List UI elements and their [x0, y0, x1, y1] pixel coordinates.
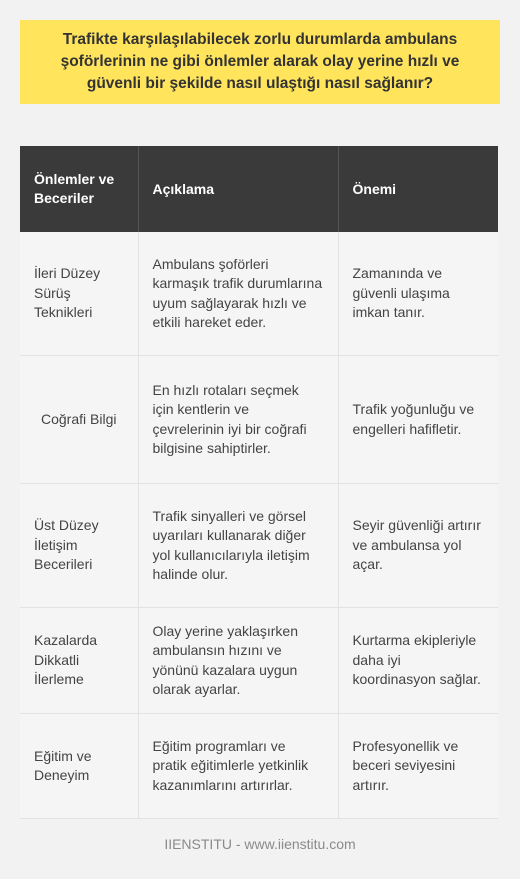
cell-description: Trafik sinyalleri ve görsel uyarıları kullanarak diğer yol kullanıcılarıyla iletişim halinde olur.: [138, 484, 338, 608]
cell-measure: Coğrafi Bilgi: [20, 356, 138, 484]
cell-measure: Eğitim ve Deneyim: [20, 714, 138, 819]
table-row: [20, 232, 498, 356]
cell-description: Eğitim programları ve pratik eğitimlerle yetkinlik kazanımlarını artırırlar.: [138, 714, 338, 819]
table-header-row: [20, 146, 498, 232]
header-importance: Önemi: [338, 146, 498, 232]
table-row: [20, 484, 498, 608]
cell-measure: Üst Düzey İletişim Becerileri: [20, 484, 138, 608]
cell-importance: Kurtarma ekipleriyle daha iyi koordinasyon sağlar.: [338, 608, 498, 714]
cell-measure: İleri Düzey Sürüş Teknikleri: [20, 232, 138, 356]
title-banner: [20, 20, 500, 104]
header-measures: Önlemler ve Beceriler: [20, 146, 138, 232]
table-row: [20, 608, 498, 714]
cell-importance: Zamanında ve güvenli ulaşıma imkan tanır.: [338, 232, 498, 356]
cell-importance: Profesyonellik ve beceri seviyesini artırır.: [338, 714, 498, 819]
footer-credit: IIENSTITU - www.iienstitu.com: [164, 836, 356, 852]
cell-description: En hızlı rotaları seçmek için kentlerin ve çevrelerinin iyi bir coğrafi bilgisine sahiptirler.: [138, 356, 338, 484]
table-row: [20, 714, 498, 819]
page-title: Trafikte karşılaşılabilecek zorlu durumlarda ambulans şoförlerinin ne gibi önlemler alarak olay yerine hızlı ve güvenli bir şekilde nasıl ulaştığı nasıl sağlanır?: [60, 31, 460, 92]
cell-importance: Seyir güvenliği artırır ve ambulansa yol açar.: [338, 484, 498, 608]
header-description: Açıklama: [138, 146, 338, 232]
cell-description: Ambulans şoförleri karmaşık trafik durumlarına uyum sağlayarak hızlı ve etkili hareket eder.: [138, 232, 338, 356]
cell-measure: Kazalarda Dikkatli İlerleme: [20, 608, 138, 714]
measures-table: [20, 146, 498, 819]
cell-importance: Trafik yoğunluğu ve engelleri hafifletir.: [338, 356, 498, 484]
table-row: [20, 356, 498, 484]
cell-description: Olay yerine yaklaşırken ambulansın hızını ve yönünü kazalara uygun olarak ayarlar.: [138, 608, 338, 714]
